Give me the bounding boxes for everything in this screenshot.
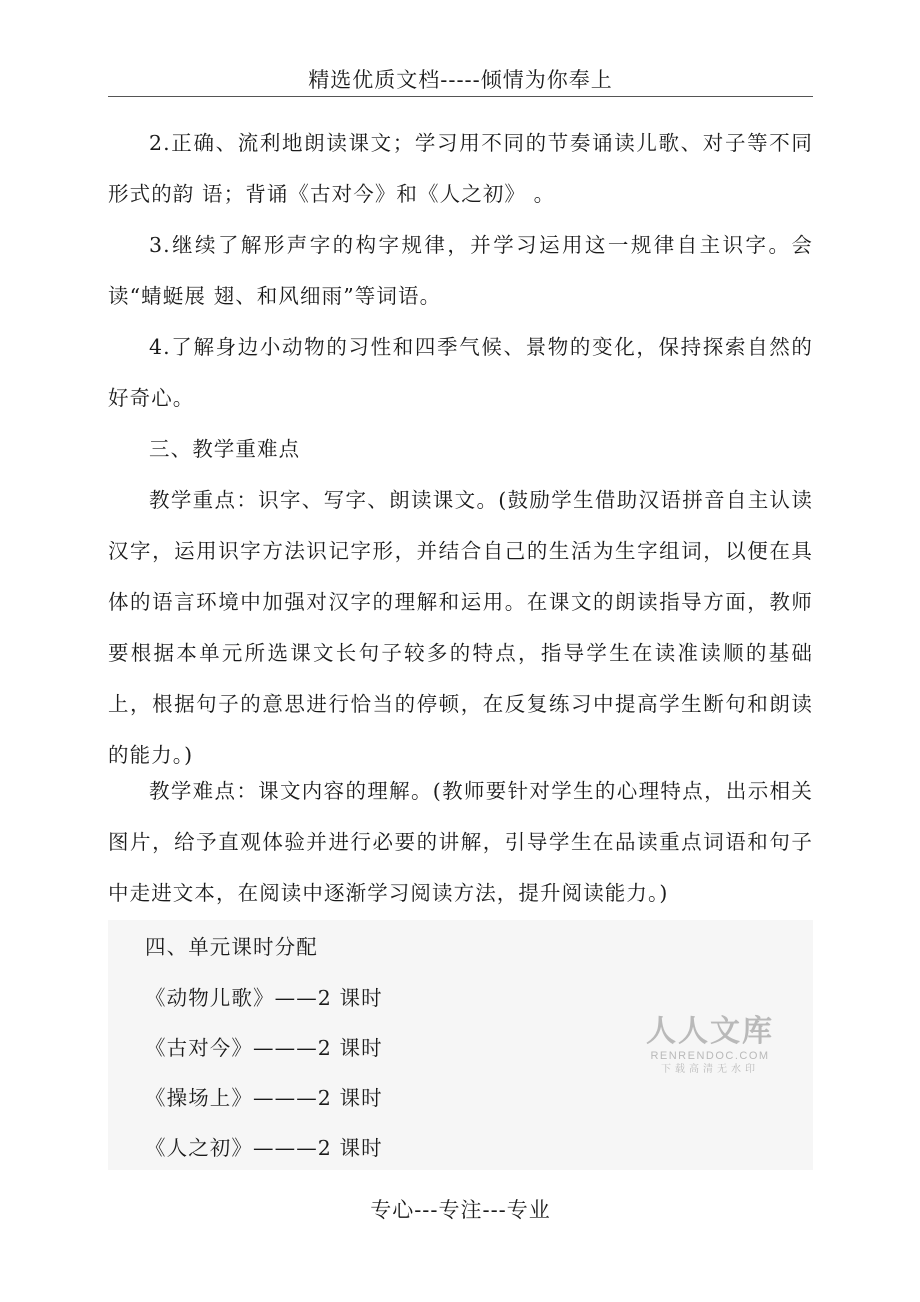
schedule-item: 《人之初》———2 课时 — [145, 1136, 383, 1160]
schedule-item: 《操场上》———2 课时 — [145, 1086, 383, 1110]
page-footer: 专心---专注---专业 — [370, 1198, 551, 1222]
teaching-difficulty-paragraph: 教学难点：课文内容的理解。(教师要针对学生的心理特点，出示相关图片，给予直观体验并进行必要的讲解，引导学生在品读重点词语和句子中走进文本，在阅读中逐渐学习阅读方法，提升阅读能力。) — [108, 779, 813, 905]
section-heading-key-points: 三、教学重难点 — [149, 437, 301, 461]
watermark-tagline: 下载高清无水印 — [661, 1064, 759, 1075]
page-header: 精选优质文档-----倾情为你奉上 — [308, 68, 613, 92]
objective-3: 3.继续了解形声字的构字规律，并学习运用这一规律自主识字。会读“蜻蜓展 翅、和风细雨”等词语。 — [108, 233, 813, 308]
header-divider — [108, 96, 813, 97]
watermark-logo: 人人文库 — [646, 1014, 774, 1049]
schedule-item: 《古对今》———2 课时 — [145, 1036, 383, 1060]
schedule-item: 《动物儿歌》——2 课时 — [145, 986, 383, 1010]
objective-2: 2.正确、流利地朗读课文；学习用不同的节奏诵读儿歌、对子等不同形式的韵 语；背诵《古对今》和《人之初》 。 — [108, 131, 813, 206]
teaching-focus-paragraph: 教学重点：识字、写字、朗读课文。(鼓励学生借助汉语拼音自主认读汉字，运用识字方法识记字形，并结合自己的生活为生字组词，以便在具体的语言环境中加强对汉字的理解和运用。在课文的朗读指导方面，教师要根据本单元所选课文长句子较多的特点，指导学生在读准读顺的基础上，根据句子的意思进行恰当的停顿，在反复练习中提高学生断句和朗读的能力。) — [108, 488, 813, 767]
objective-4: 4.了解身边小动物的习性和四季气候、景物的变化，保持探索自然的好奇心。 — [108, 335, 813, 410]
schedule-heading: 四、单元课时分配 — [145, 935, 318, 959]
watermark — [645, 1015, 775, 1077]
watermark-url: RENRENDOC.COM — [650, 1050, 770, 1062]
